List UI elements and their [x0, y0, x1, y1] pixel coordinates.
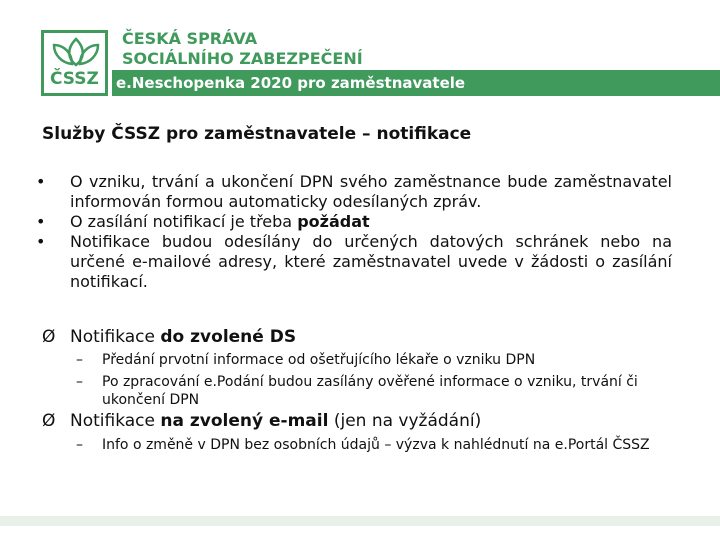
list-item: [36, 212, 672, 232]
sub-item-text: Info o změně v DPN bez osobních údajů – výzva k nahlédnutí na e.Portál ČSSZ: [102, 437, 650, 453]
logo: [41, 30, 108, 96]
section-ds-list: [76, 351, 676, 409]
bullet-text: O vzniku, trvání a ukončení DPN svého zaměstnance bude zaměstnavatel informován formou automaticky odesílaných zpráv.: [70, 172, 672, 211]
bullet-marker: •: [36, 232, 46, 251]
dash-marker: –: [76, 374, 83, 390]
section-email-list: [76, 436, 676, 454]
list-item: [36, 232, 672, 292]
bullet-emphasis: požádat: [297, 212, 370, 231]
bullet-text: O zasílání notifikací je třeba: [70, 212, 298, 231]
section-prefix: Notifikace: [70, 327, 161, 347]
section-emphasis: na zvolený e-mail: [160, 411, 329, 431]
footer-bar: [0, 516, 720, 526]
arrow-bullet-icon: Ø: [42, 327, 56, 347]
slide-heading: Služby ČSSZ pro zaměstnavatele – notifikace: [42, 124, 472, 144]
dash-marker: –: [76, 437, 83, 453]
section-emphasis: do zvolené DS: [160, 327, 297, 347]
arrow-bullet-icon: Ø: [42, 411, 56, 431]
organization-name: [122, 29, 363, 69]
list-item: [76, 373, 676, 409]
sub-item-text: Po zpracování e.Podání budou zasílány ověřené informace o vzniku, trvání či ukončení DPN: [102, 374, 638, 408]
org-name-line2: SOCIÁLNÍHO ZABEZPEČENÍ: [122, 49, 363, 68]
list-item: [76, 351, 676, 369]
logo-text: ČSSZ: [50, 69, 99, 89]
list-item: [76, 436, 676, 454]
sub-item-text: Předání prvotní informace od ošetřujícího lékaře o vzniku DPN: [102, 352, 536, 368]
org-name-line1: ČESKÁ SPRÁVA: [122, 29, 258, 48]
leaf-emblem-icon: [50, 37, 102, 67]
list-item: [36, 172, 672, 212]
bullet-list: [36, 172, 672, 292]
section-prefix: Notifikace: [70, 411, 161, 431]
bullet-text: Notifikace budou odesílány do určených datových schránek nebo na určené e-mailové adresy, které zaměstnavatel uvede v žádosti o zasílání notifikací.: [70, 232, 672, 291]
dash-marker: –: [76, 352, 83, 368]
bullet-marker: •: [36, 172, 46, 191]
presentation-title-banner: e.Neschopenka 2020 pro zaměstnavatele: [112, 70, 720, 96]
section-email-heading: [42, 410, 481, 432]
section-ds-heading: [42, 326, 296, 348]
section-suffix: (jen na vyžádání): [328, 411, 482, 431]
bullet-marker: •: [36, 212, 46, 231]
